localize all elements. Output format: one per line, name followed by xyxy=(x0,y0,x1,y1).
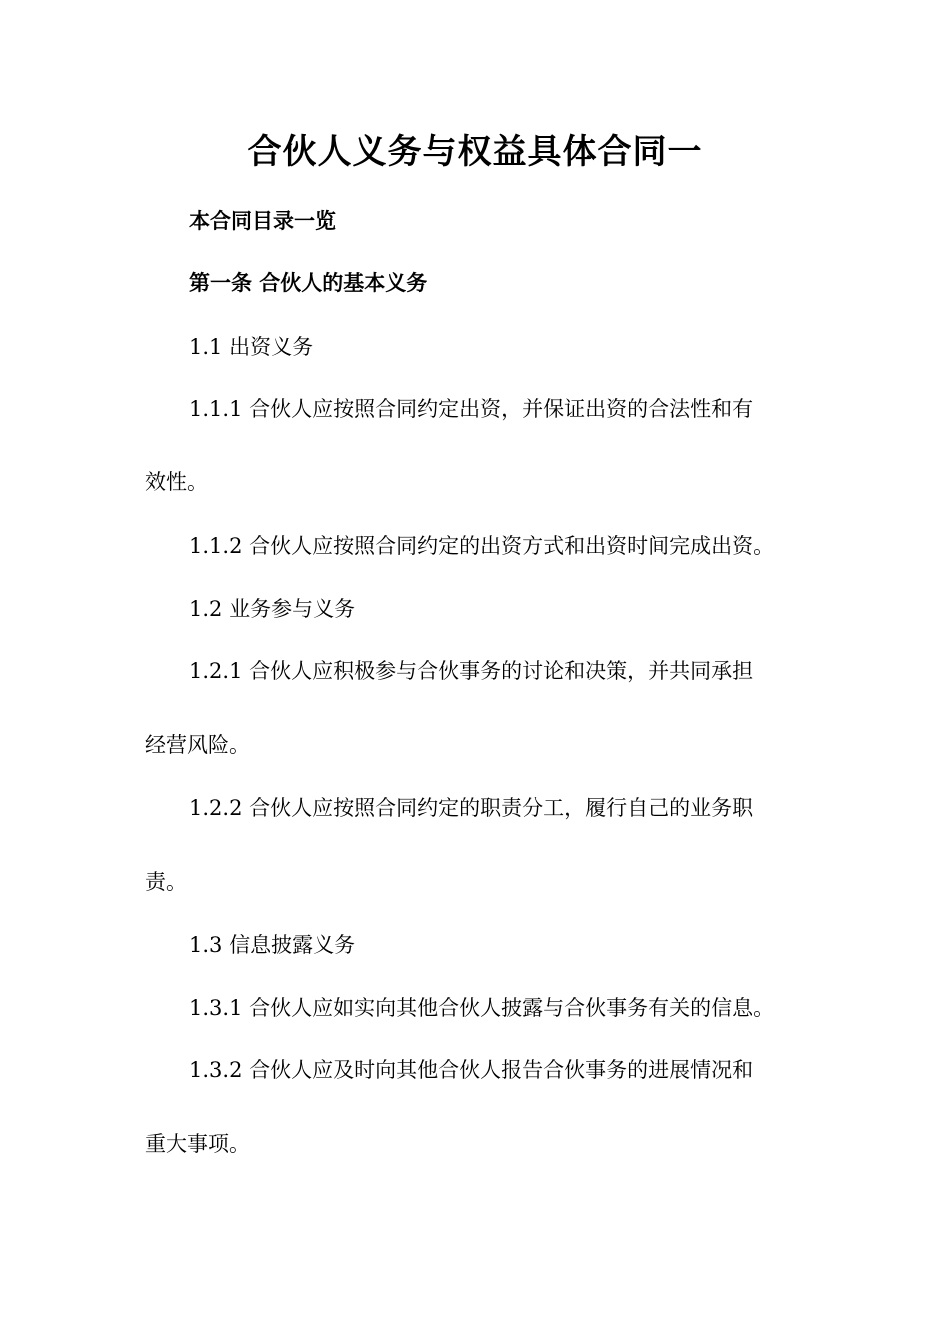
clause-1-2-1-line-2: 经营风险。 xyxy=(145,733,250,757)
section-1-1: 1.1 出资义务 xyxy=(189,335,314,359)
clause-1-1-1-line-2: 效性。 xyxy=(145,470,208,494)
section-1-2: 1.2 业务参与义务 xyxy=(189,597,356,621)
clause-1-1-1-line-1: 1.1.1 合伙人应按照合同约定出资，并保证出资的合法性和有 xyxy=(189,397,754,421)
clause-1-2-2-line-1: 1.2.2 合伙人应按照合同约定的职责分工，履行自己的业务职 xyxy=(189,796,754,820)
clause-1-3-2-line-2: 重大事项。 xyxy=(145,1132,250,1156)
toc-heading: 本合同目录一览 xyxy=(189,209,336,233)
clause-1-3-2-line-1: 1.3.2 合伙人应及时向其他合伙人报告合伙事务的进展情况和 xyxy=(189,1058,754,1082)
document-title: 合伙人义务与权益具体合同一 xyxy=(247,132,703,172)
clause-1-2-2-line-2: 责。 xyxy=(145,870,187,894)
clause-1-3-1: 1.3.1 合伙人应如实向其他合伙人披露与合伙事务有关的信息。 xyxy=(189,996,775,1020)
clause-1-2-1-line-1: 1.2.1 合伙人应积极参与合伙事务的讨论和决策，并共同承担 xyxy=(189,659,754,683)
section-1-3: 1.3 信息披露义务 xyxy=(189,933,356,957)
article-1-heading: 第一条 合伙人的基本义务 xyxy=(189,271,428,295)
clause-1-1-2: 1.1.2 合伙人应按照合同约定的出资方式和出资时间完成出资。 xyxy=(189,534,775,558)
